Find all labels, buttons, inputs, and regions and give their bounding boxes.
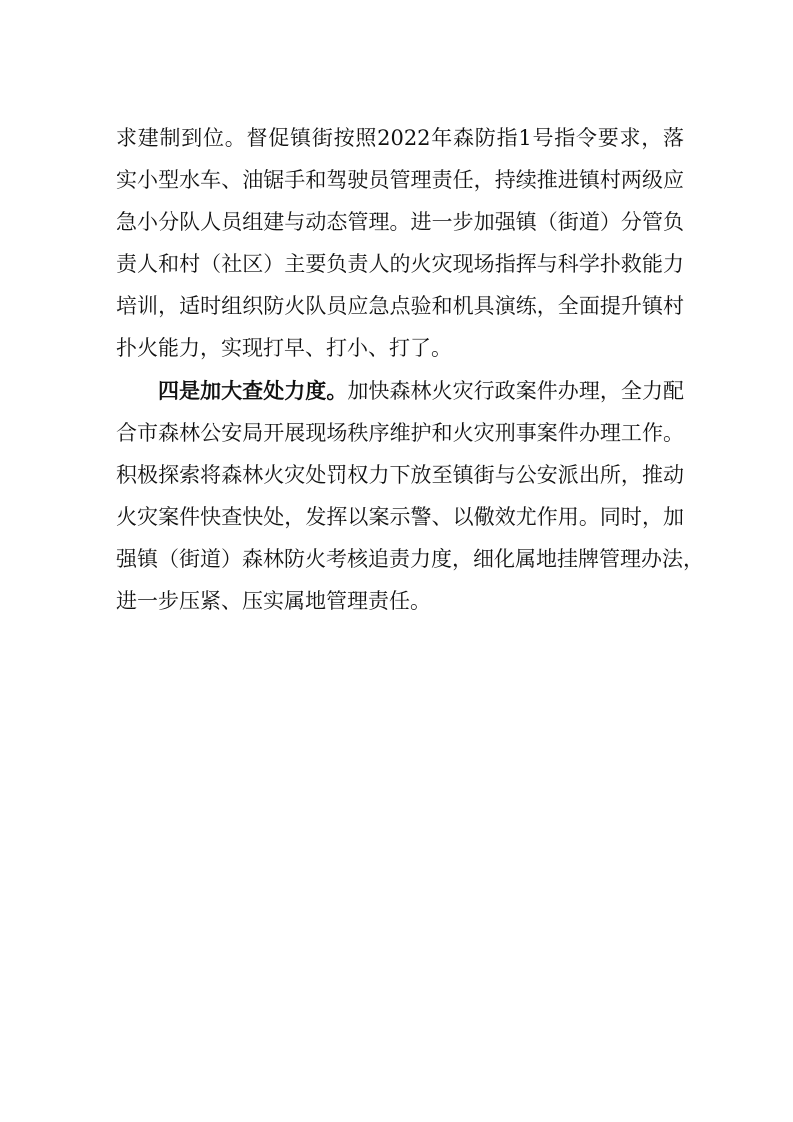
paragraph-line: 实小型水车、油锯手和驾驶员管理责任，持续推进镇村两级应 (116, 168, 684, 192)
paragraph-line: 进一步压紧、压实属地管理责任。 (116, 589, 431, 613)
paragraph-line: 积极探索将森林火灾处罚权力下放至镇街与公安派出所，推动 (116, 463, 684, 487)
paragraph-first-line (116, 370, 684, 412)
section-heading: 四是加大查处力度。 (158, 379, 348, 403)
paragraph-line: 求建制到位。督促镇街按照2022年森防指1号指令要求，落 (116, 126, 684, 150)
paragraph-line: 培训，适时组织防火队员应急点验和机具演练，全面提升镇村 (116, 294, 684, 318)
paragraph-line: 火灾案件快查快处，发挥以案示警、以儆效尤作用。同时，加 (116, 505, 684, 529)
paragraph-continued (116, 117, 684, 369)
paragraph-line: 急小分队人员组建与动态管理。进一步加强镇（街道）分管负 (116, 210, 684, 234)
paragraph-line: 扑火能力，实现打早、打小、打了。 (116, 336, 452, 360)
paragraph-line: 责人和村（社区）主要负责人的火灾现场指挥与科学扑救能力 (116, 252, 684, 276)
paragraph-line: 合市森林公安局开展现场秩序维护和火灾刑事案件办理工作。 (116, 421, 684, 445)
paragraph-investigation (116, 370, 704, 622)
paragraph-line: 强镇（街道）森林防火考核追责力度，细化属地挂牌管理办法， (116, 547, 704, 571)
paragraph-text: 加快森林火灾行政案件办理，全力配 (347, 379, 684, 403)
